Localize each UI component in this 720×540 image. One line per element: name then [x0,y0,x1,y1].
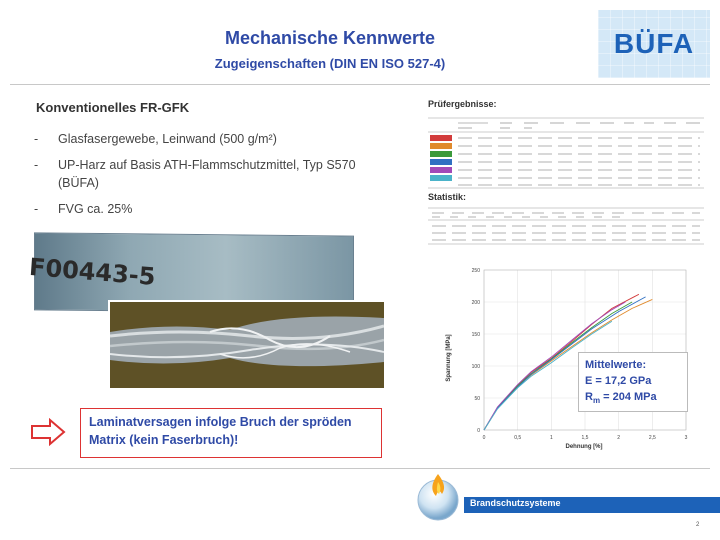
bufa-logo [598,10,710,78]
y-tick-label: 200 [471,300,480,306]
y-tick-label: 0 [477,428,480,434]
slide-title: Mechanische Kennwerte [224,28,436,48]
x-tick-label: 0,5 [514,435,522,441]
results-title: Prüfergebnisse: [428,99,497,109]
mean-strength: $R_m = 204$ MPa [585,391,657,406]
callout-box: Laminatversagen infolge Bruch der spröden Matrix (kein Faserbruch)! [80,408,382,458]
x-tick-label: 1 [549,435,553,441]
y-axis-ticks [472,268,481,434]
x-tick-label: 3 [684,435,688,441]
bullet-dash: - [34,132,39,146]
flame-globe-icon [410,468,466,524]
slide-subtitle: Zugeigenschaften (DIN EN ISO 527-4) [214,56,446,71]
y-tick-label: 100 [471,364,480,370]
x-axis-ticks [483,435,688,441]
y-tick-label: 250 [471,268,480,274]
results-table-image [428,114,704,190]
bullet-text: FVG ca. 25% [58,202,133,216]
y-tick-label: 50 [474,396,480,402]
mean-values-title: Mittelwerte: [585,359,647,371]
statistics-title: Statistik: [428,192,467,202]
bullet-dash: - [34,202,39,216]
section-title: Konventionelles FR-GFK [36,100,190,115]
statistics-table-image [428,206,704,246]
y-axis-label: Spannung [MPa] [446,334,452,382]
x-tick-label: 2,5 [648,435,656,441]
mean-values-box [578,352,688,412]
logo-text: BÜFA [613,28,695,59]
y-tick-label: 150 [471,332,480,338]
specimen-label: F00443-5 [28,252,157,291]
bullet-text: UP-Harz auf Basis ATH-Flammschutzmittel, Typ S570 (BÜFA) [58,158,356,190]
x-tick-label: 2 [617,435,621,441]
page-number: 2 [696,522,700,528]
x-axis-label: Dehnung [%] [565,444,603,450]
fracture-photo [108,300,386,390]
footer-label: Brandschutzsysteme [470,498,561,508]
x-tick-label: 1,5 [581,435,589,441]
bullet-dash: - [34,158,39,172]
divider-bottom [10,468,710,469]
mean-modulus: E = 17,2 GPa [585,375,652,387]
bullet-text: Glasfasergewebe, Leinwand (500 g/m²) [58,132,277,146]
divider-top [10,84,710,85]
arrow-right-icon [30,418,66,446]
x-tick-label: 0 [482,435,486,441]
